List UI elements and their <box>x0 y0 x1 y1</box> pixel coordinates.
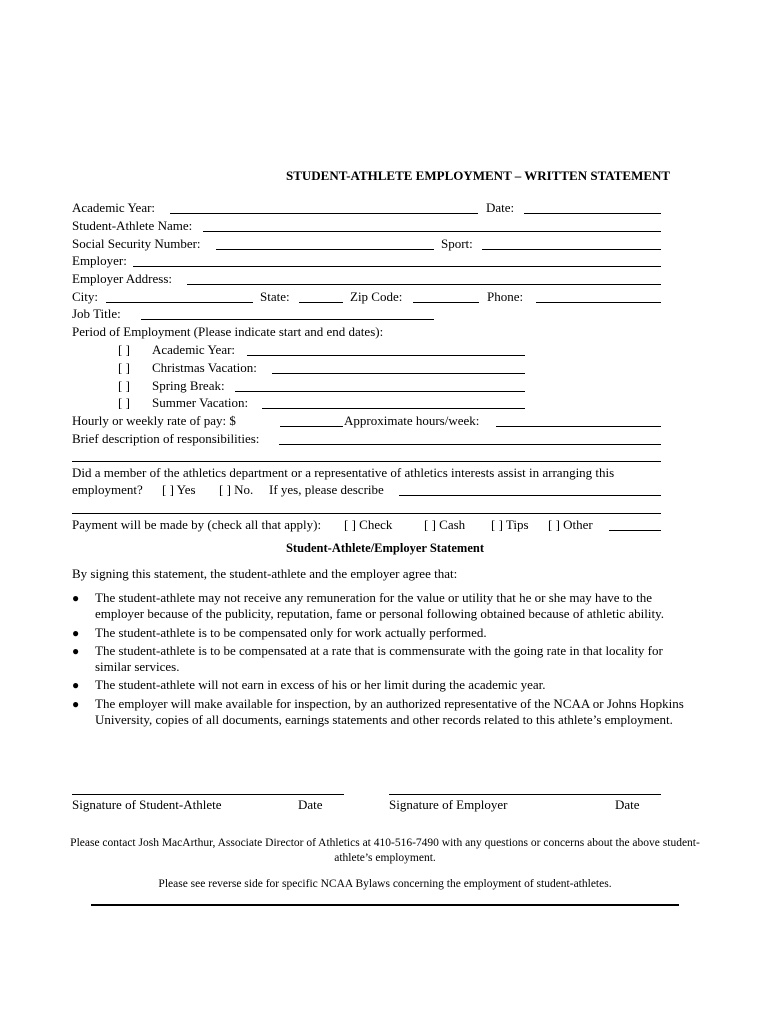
footer-divider <box>91 904 679 906</box>
period-summer-vacation-label: Summer Vacation: <box>152 395 249 410</box>
sport-field[interactable] <box>482 249 661 250</box>
academic-year-checkbox[interactable]: [ ] <box>118 342 130 357</box>
contact-note: Please contact Josh MacArthur, Associate Director of Athletics at 410-516-7490 with any questions or concerns about the above student-athlete’s employment. <box>70 837 700 864</box>
rate-label: Hourly or weekly rate of pay: $ <box>72 413 236 428</box>
statement-heading: Student-Athlete/Employer Statement <box>285 541 484 555</box>
payment-check-checkbox[interactable]: [ ] Check <box>344 517 393 532</box>
period-christmas-vacation-field[interactable] <box>272 373 525 374</box>
period-label: Period of Employment (Please indicate start and end dates): <box>72 324 384 339</box>
date-field[interactable] <box>524 213 661 214</box>
assist-describe-label: If yes, please describe <box>269 482 384 497</box>
academic-year-field[interactable] <box>170 213 478 214</box>
employer-signature-label: Signature of Employer <box>389 797 508 812</box>
employer-address-label: Employer Address: <box>72 271 173 286</box>
bullet-icon: ● <box>72 678 80 693</box>
ssn-field[interactable] <box>216 249 434 250</box>
form-title: STUDENT-ATHLETE EMPLOYMENT – WRITTEN STATEMENT <box>286 168 671 183</box>
bullet-icon: ● <box>72 696 80 711</box>
period-spring-break-field[interactable] <box>235 391 525 392</box>
responsibilities-field[interactable] <box>279 444 661 445</box>
state-label: State: <box>260 289 290 304</box>
assist-question-cont: employment? <box>72 482 143 497</box>
spring-break-checkbox[interactable]: [ ] <box>118 378 130 393</box>
academic-year-label: Academic Year: <box>72 200 156 215</box>
period-spring-break-label: Spring Break: <box>152 378 225 393</box>
employer-date-label: Date <box>615 797 640 812</box>
sport-label: Sport: <box>441 236 473 251</box>
responsibilities-label: Brief description of responsibilities: <box>72 431 260 446</box>
statement-bullet: ● The student-athlete is to be compensated only for work actually performed. <box>72 624 487 640</box>
hours-label: Approximate hours/week: <box>344 413 480 428</box>
assist-describe-field[interactable] <box>399 495 661 496</box>
zip-field[interactable] <box>413 302 479 303</box>
city-label: City: <box>72 289 99 304</box>
employer-address-field[interactable] <box>187 284 661 285</box>
city-field[interactable] <box>106 302 253 303</box>
statement-bullet: ● The student-athlete is to be compensated at a rate that is commensurate with the going rate in that locality for similar services. <box>72 642 663 675</box>
reverse-side-note: Please see reverse side for specific NCAA Bylaws concerning the employment of student-athletes. <box>158 878 612 890</box>
employer-label: Employer: <box>72 253 127 268</box>
student-signature-field[interactable] <box>72 794 344 795</box>
christmas-vacation-checkbox[interactable]: [ ] <box>118 360 130 375</box>
employer-signature-field[interactable] <box>389 794 661 795</box>
bullet-icon: ● <box>72 591 80 605</box>
statement-bullet: ● The student-athlete may not receive any remuneration for the value or utility that he or she may have to the employer because of the publicity, reputation, fame or personal following obtained because of athletic ability. <box>72 590 665 622</box>
student-athlete-name-field[interactable] <box>203 231 661 232</box>
statement-intro: By signing this statement, the student-athlete and the employer agree that: <box>72 566 458 581</box>
payment-other-checkbox[interactable]: [ ] Other <box>548 517 593 532</box>
payment-tips-checkbox[interactable]: [ ] Tips <box>491 517 529 532</box>
payment-other-field[interactable] <box>609 530 661 531</box>
bullet-icon: ● <box>72 625 80 640</box>
assist-describe-field-line-2[interactable] <box>72 513 661 514</box>
zip-label: Zip Code: <box>350 289 403 304</box>
statement-bullet-list <box>72 590 692 730</box>
assist-yes-checkbox[interactable]: [ ] Yes <box>162 482 196 497</box>
student-athlete-name-label: Student-Athlete Name: <box>72 218 193 233</box>
assist-question: Did a member of the athletics department or a representative of athletics interests assist in arranging this <box>72 465 615 480</box>
statement-bullet: ● The student-athlete will not earn in excess of his or her limit during the academic year. <box>72 677 546 693</box>
assist-no-checkbox[interactable]: [ ] No. <box>219 482 254 497</box>
payment-cash-checkbox[interactable]: [ ] Cash <box>424 517 466 532</box>
bullet-icon: ● <box>72 643 80 658</box>
summer-vacation-checkbox[interactable]: [ ] <box>118 395 130 410</box>
period-academic-year-field[interactable] <box>247 355 525 356</box>
phone-label: Phone: <box>487 289 524 304</box>
period-academic-year-label: Academic Year: <box>152 342 236 357</box>
ssn-label: Social Security Number: <box>72 236 201 251</box>
rate-field[interactable] <box>280 426 343 427</box>
responsibilities-field-line-2[interactable] <box>72 461 661 462</box>
job-title-field[interactable] <box>141 319 434 320</box>
statement-bullet: ● The employer will make available for inspection, by an authorized representative of the NCAA or Johns Hopkins University, copies of all documents, earnings statements and other records related to this athlete’s employment. <box>72 695 684 728</box>
date-label: Date: <box>486 200 515 215</box>
student-signature-label: Signature of Student-Athlete <box>72 797 222 812</box>
period-christmas-vacation-label: Christmas Vacation: <box>152 360 257 375</box>
phone-field[interactable] <box>536 302 661 303</box>
period-summer-vacation-field[interactable] <box>262 408 525 409</box>
employer-field[interactable] <box>133 266 661 267</box>
job-title-label: Job Title: <box>72 306 121 321</box>
hours-field[interactable] <box>496 426 661 427</box>
payment-label: Payment will be made by (check all that apply): <box>72 517 322 532</box>
student-date-label: Date <box>298 797 323 812</box>
state-field[interactable] <box>299 302 343 303</box>
